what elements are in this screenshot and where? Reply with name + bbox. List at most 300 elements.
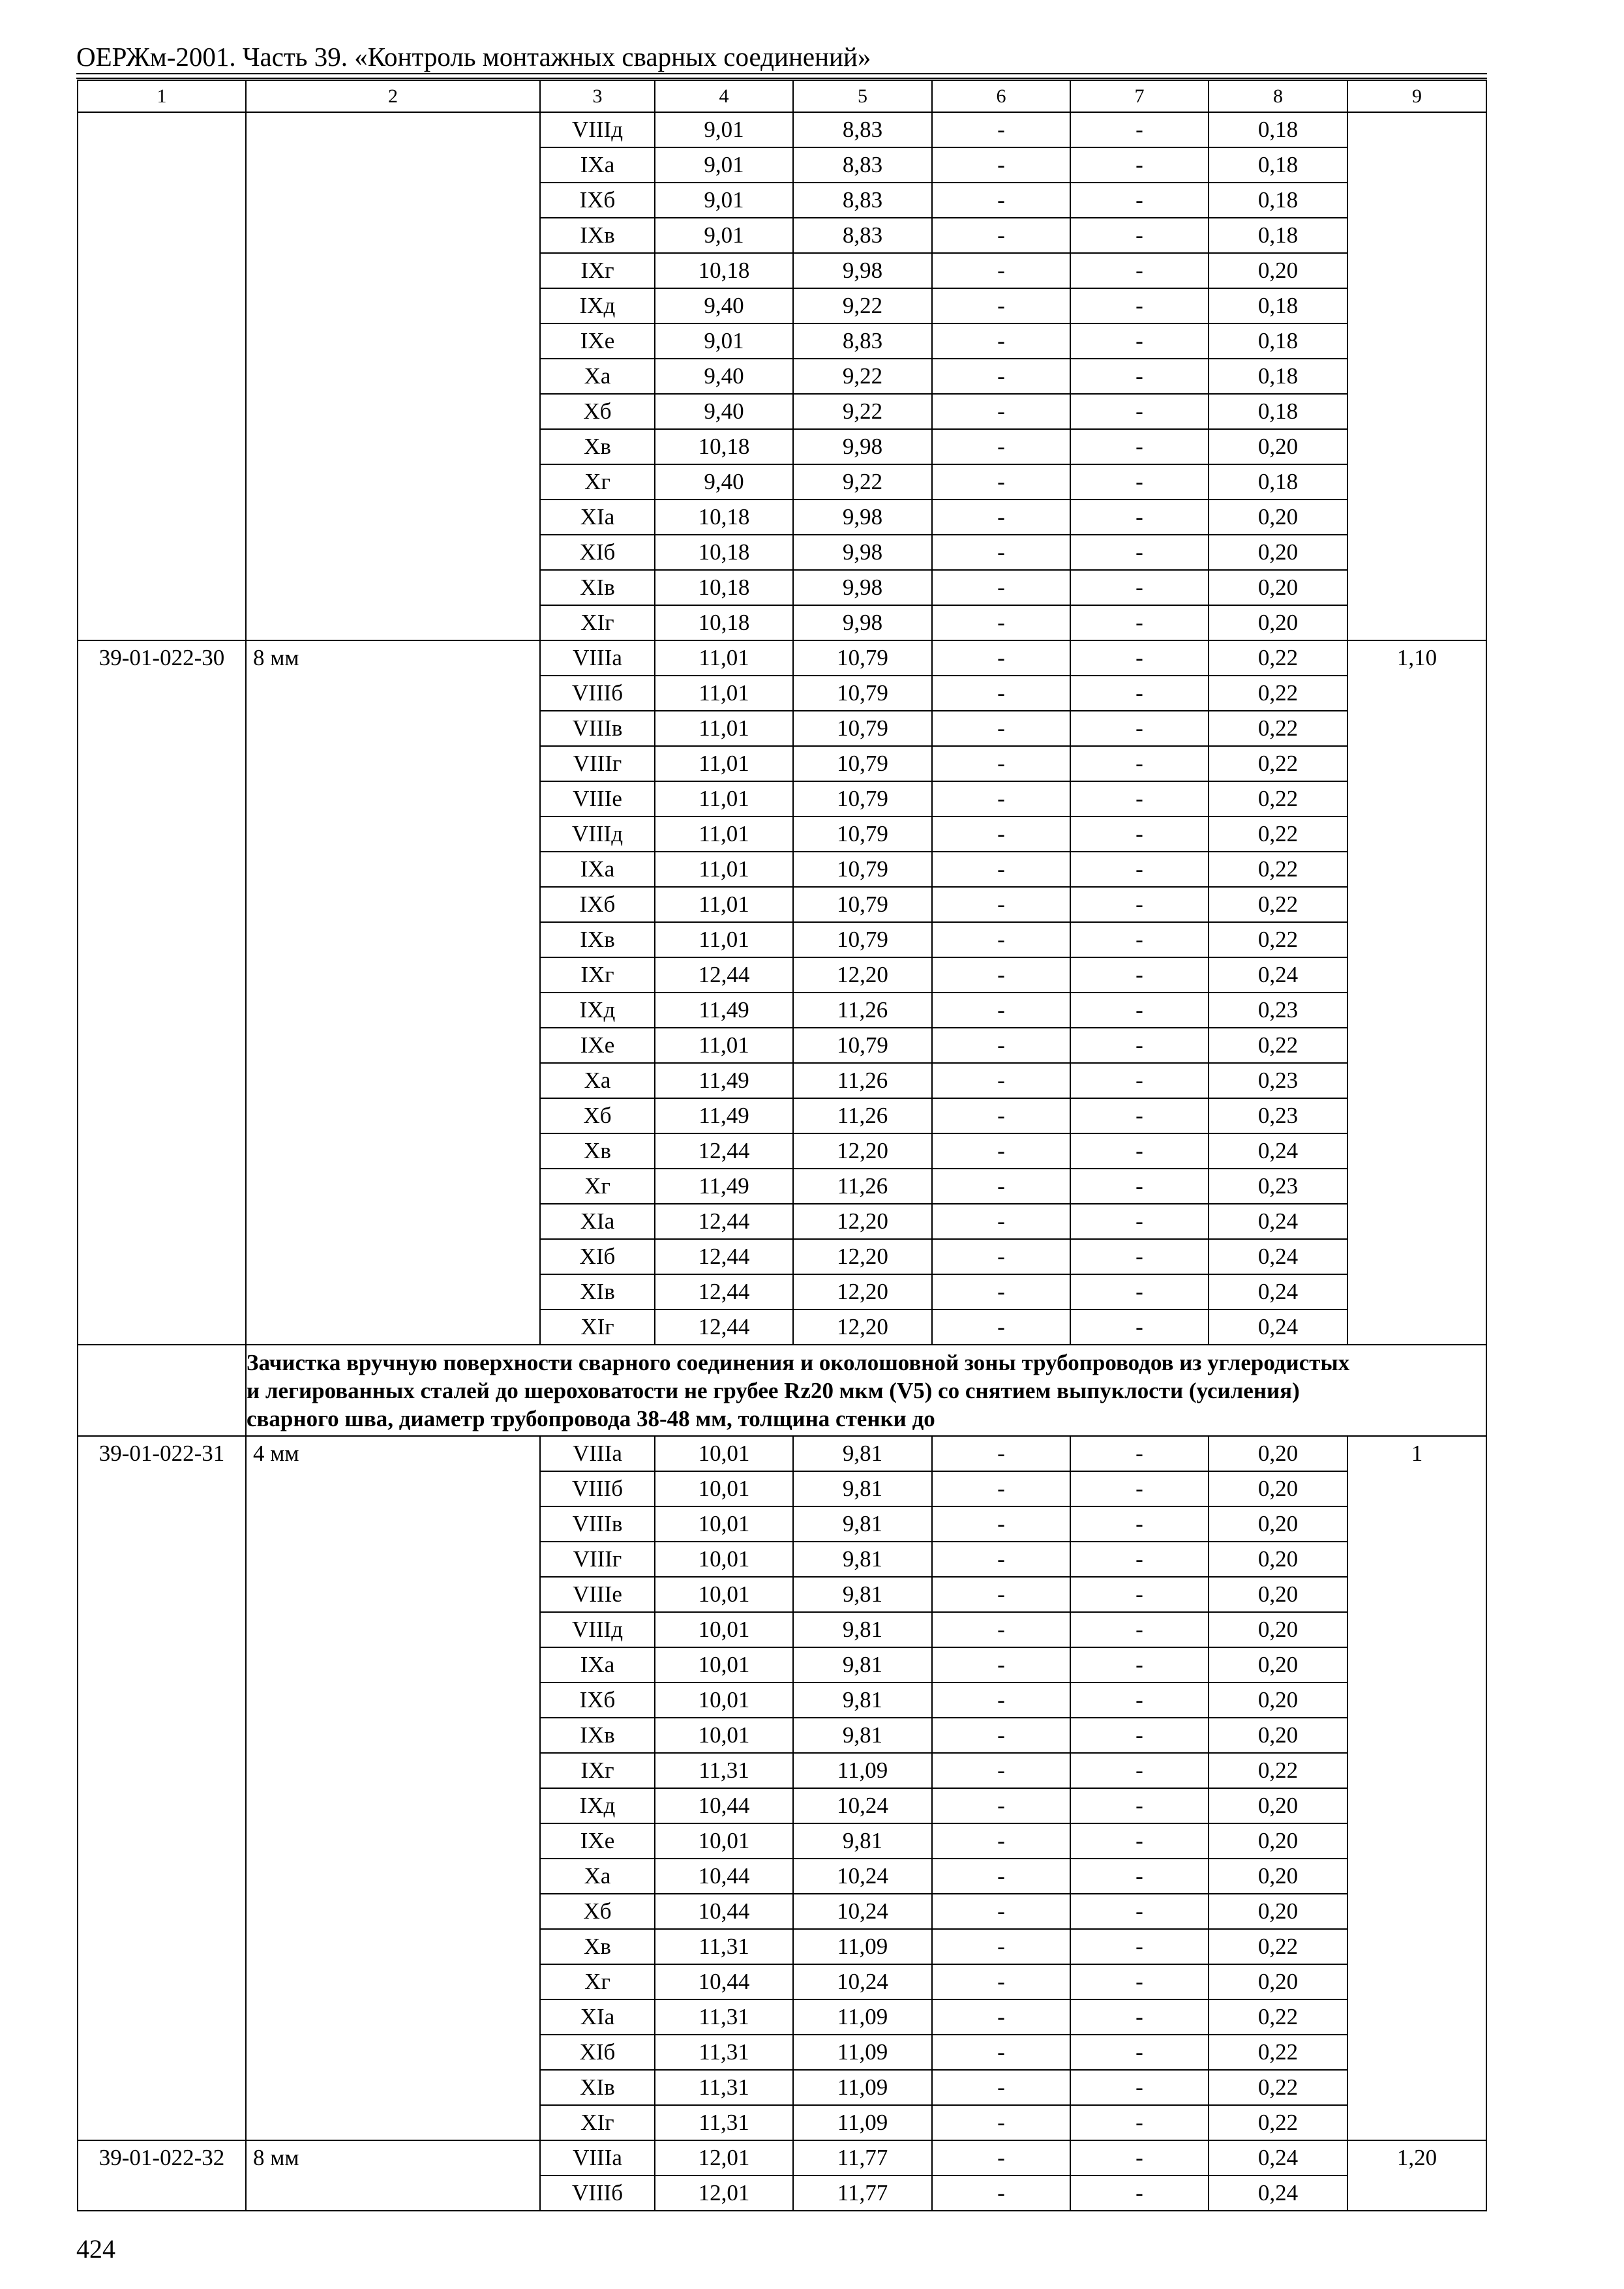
value-col-8: 0,20 xyxy=(1209,535,1347,570)
value-col-6: - xyxy=(932,1542,1070,1577)
zone-category: Xа xyxy=(540,1859,655,1894)
value-col-5: 11,26 xyxy=(793,993,932,1028)
value-col-6: - xyxy=(932,957,1070,993)
value-col-8: 0,20 xyxy=(1209,1683,1347,1718)
value-col-5: 10,79 xyxy=(793,711,932,746)
value-col-7: - xyxy=(1070,1239,1209,1274)
zone-category: VIIIв xyxy=(540,1506,655,1542)
coefficient-continued xyxy=(1347,112,1486,640)
zone-category: IXа xyxy=(540,1647,655,1683)
value-col-4: 9,40 xyxy=(655,359,793,394)
page-header-title: ОЕРЖм-2001. Часть 39. «Контроль монтажных сварных соединений» xyxy=(76,42,871,72)
value-col-5: 9,98 xyxy=(793,535,932,570)
value-col-7: - xyxy=(1070,957,1209,993)
value-col-5: 9,98 xyxy=(793,253,932,288)
value-col-6: - xyxy=(932,1274,1070,1309)
value-col-5: 10,24 xyxy=(793,1964,932,1999)
page-number: 424 xyxy=(76,2234,115,2264)
zone-category: Xа xyxy=(540,1063,655,1098)
value-col-7: - xyxy=(1070,1718,1209,1753)
value-col-6: - xyxy=(932,1964,1070,1999)
value-col-6: - xyxy=(932,781,1070,816)
value-col-7: - xyxy=(1070,746,1209,781)
value-col-7: - xyxy=(1070,605,1209,640)
value-col-4: 10,01 xyxy=(655,1471,793,1506)
value-col-4: 11,31 xyxy=(655,2035,793,2070)
value-col-8: 0,22 xyxy=(1209,852,1347,887)
zone-category: XIб xyxy=(540,535,655,570)
zone-category: VIIIа xyxy=(540,640,655,676)
zone-category: IXб xyxy=(540,1683,655,1718)
value-col-4: 12,44 xyxy=(655,957,793,993)
value-col-7: - xyxy=(1070,1964,1209,1999)
value-col-4: 10,01 xyxy=(655,1506,793,1542)
table-row xyxy=(78,640,1486,676)
value-col-8: 0,20 xyxy=(1209,1823,1347,1859)
zone-category: IXе xyxy=(540,323,655,359)
value-col-4: 9,01 xyxy=(655,183,793,218)
value-col-6: - xyxy=(932,1859,1070,1894)
value-col-6: - xyxy=(932,1753,1070,1788)
value-col-7: - xyxy=(1070,1204,1209,1239)
value-col-4: 12,01 xyxy=(655,2140,793,2176)
value-col-8: 0,20 xyxy=(1209,1436,1347,1471)
value-col-8: 0,22 xyxy=(1209,746,1347,781)
value-col-4: 12,44 xyxy=(655,1274,793,1309)
value-col-5: 12,20 xyxy=(793,1239,932,1274)
value-col-8: 0,20 xyxy=(1209,1471,1347,1506)
value-col-5: 11,77 xyxy=(793,2140,932,2176)
value-col-6: - xyxy=(932,1929,1070,1964)
zone-category: VIIIб xyxy=(540,676,655,711)
value-col-8: 0,18 xyxy=(1209,112,1347,147)
value-col-8: 0,18 xyxy=(1209,394,1347,429)
zone-category: Xг xyxy=(540,1169,655,1204)
value-col-8: 0,24 xyxy=(1209,1133,1347,1169)
value-col-8: 0,24 xyxy=(1209,2140,1347,2176)
value-col-8: 0,24 xyxy=(1209,2176,1347,2211)
value-col-8: 0,24 xyxy=(1209,1204,1347,1239)
value-col-6: - xyxy=(932,1894,1070,1929)
value-col-5: 8,83 xyxy=(793,218,932,253)
value-col-7: - xyxy=(1070,1753,1209,1788)
value-col-6: - xyxy=(932,183,1070,218)
header-rule-bottom xyxy=(76,78,1487,79)
value-col-4: 11,01 xyxy=(655,711,793,746)
value-col-8: 0,18 xyxy=(1209,147,1347,183)
value-col-4: 12,44 xyxy=(655,1239,793,1274)
value-col-5: 10,79 xyxy=(793,922,932,957)
zone-category: IXд xyxy=(540,288,655,323)
value-col-7: - xyxy=(1070,112,1209,147)
value-col-6: - xyxy=(932,1098,1070,1133)
table-body xyxy=(78,80,1486,2211)
value-col-6: - xyxy=(932,464,1070,500)
table-row xyxy=(78,112,1486,147)
zone-category: Xб xyxy=(540,1098,655,1133)
value-col-8: 0,22 xyxy=(1209,1753,1347,1788)
value-col-6: - xyxy=(932,253,1070,288)
value-col-6: - xyxy=(932,1169,1070,1204)
value-col-5: 11,26 xyxy=(793,1169,932,1204)
zone-category: Xв xyxy=(540,429,655,464)
value-col-7: - xyxy=(1070,711,1209,746)
value-col-6: - xyxy=(932,816,1070,852)
value-col-7: - xyxy=(1070,1436,1209,1471)
value-col-8: 0,20 xyxy=(1209,1718,1347,1753)
zone-category: VIIIд xyxy=(540,816,655,852)
value-col-5: 9,81 xyxy=(793,1577,932,1612)
zone-category: VIIIд xyxy=(540,112,655,147)
zone-category: Xб xyxy=(540,1894,655,1929)
value-col-5: 8,83 xyxy=(793,147,932,183)
value-col-8: 0,20 xyxy=(1209,1542,1347,1577)
value-col-6: - xyxy=(932,1133,1070,1169)
zone-category: IXв xyxy=(540,1718,655,1753)
value-col-5: 11,26 xyxy=(793,1063,932,1098)
value-col-7: - xyxy=(1070,922,1209,957)
value-col-7: - xyxy=(1070,640,1209,676)
value-col-6: - xyxy=(932,887,1070,922)
value-col-4: 11,01 xyxy=(655,640,793,676)
value-col-6: - xyxy=(932,1436,1070,1471)
rate-code: 39-01-022-31 xyxy=(78,1436,246,2140)
value-col-8: 0,23 xyxy=(1209,993,1347,1028)
value-col-7: - xyxy=(1070,1133,1209,1169)
value-col-5: 9,81 xyxy=(793,1647,932,1683)
value-col-4: 10,18 xyxy=(655,535,793,570)
value-col-5: 10,24 xyxy=(793,1788,932,1823)
value-col-8: 0,22 xyxy=(1209,922,1347,957)
value-col-5: 9,98 xyxy=(793,605,932,640)
zone-category: XIб xyxy=(540,1239,655,1274)
value-col-6: - xyxy=(932,922,1070,957)
value-col-4: 11,01 xyxy=(655,887,793,922)
value-col-7: - xyxy=(1070,1542,1209,1577)
value-col-6: - xyxy=(932,112,1070,147)
value-col-5: 9,22 xyxy=(793,359,932,394)
zone-category: IXв xyxy=(540,922,655,957)
value-col-5: 8,83 xyxy=(793,183,932,218)
coefficient: 1 xyxy=(1347,1436,1486,2140)
value-col-6: - xyxy=(932,2176,1070,2211)
zone-category: IXг xyxy=(540,957,655,993)
value-col-6: - xyxy=(932,711,1070,746)
zone-category: XIб xyxy=(540,2035,655,2070)
column-header-row xyxy=(78,80,1486,112)
value-col-4: 11,01 xyxy=(655,852,793,887)
value-col-5: 9,22 xyxy=(793,394,932,429)
zone-category: IXд xyxy=(540,993,655,1028)
section-description: Зачистка вручную поверхности сварного соединения и околошовной зоны трубопроводов из углеродистых и легированных сталей до шероховатости не грубее Rz20 мкм (V5) со снятием выпуклости (усиления) сварного шва, диаметр трубопровода 38-48 мм, толщина стенки до xyxy=(246,1345,1486,1436)
value-col-8: 0,24 xyxy=(1209,957,1347,993)
value-col-7: - xyxy=(1070,535,1209,570)
value-col-8: 0,18 xyxy=(1209,464,1347,500)
value-col-7: - xyxy=(1070,147,1209,183)
zone-category: VIIIе xyxy=(540,781,655,816)
zone-category: IXг xyxy=(540,1753,655,1788)
zone-category: VIIIа xyxy=(540,2140,655,2176)
value-col-7: - xyxy=(1070,1028,1209,1063)
zone-category: Xв xyxy=(540,1929,655,1964)
value-col-8: 0,22 xyxy=(1209,2035,1347,2070)
zone-category: IXе xyxy=(540,1823,655,1859)
value-col-4: 10,44 xyxy=(655,1859,793,1894)
value-col-7: - xyxy=(1070,1506,1209,1542)
value-col-5: 10,79 xyxy=(793,781,932,816)
value-col-7: - xyxy=(1070,2105,1209,2140)
value-col-4: 12,44 xyxy=(655,1204,793,1239)
value-col-4: 9,01 xyxy=(655,147,793,183)
value-col-8: 0,18 xyxy=(1209,183,1347,218)
value-col-4: 12,01 xyxy=(655,2176,793,2211)
value-col-7: - xyxy=(1070,1894,1209,1929)
value-col-6: - xyxy=(932,1788,1070,1823)
value-col-4: 11,49 xyxy=(655,1098,793,1133)
value-col-6: - xyxy=(932,323,1070,359)
table-row xyxy=(78,1436,1486,1471)
value-col-5: 9,81 xyxy=(793,1506,932,1542)
value-col-5: 10,79 xyxy=(793,852,932,887)
zone-category: VIIIв xyxy=(540,711,655,746)
value-col-5: 10,79 xyxy=(793,676,932,711)
value-col-4: 11,49 xyxy=(655,1169,793,1204)
column-header-7: 7 xyxy=(1070,80,1209,112)
zone-category: VIIIд xyxy=(540,1612,655,1647)
value-col-8: 0,20 xyxy=(1209,253,1347,288)
value-col-7: - xyxy=(1070,1683,1209,1718)
value-col-7: - xyxy=(1070,394,1209,429)
value-col-4: 10,44 xyxy=(655,1894,793,1929)
value-col-4: 9,01 xyxy=(655,218,793,253)
value-col-4: 9,01 xyxy=(655,112,793,147)
value-col-4: 11,01 xyxy=(655,1028,793,1063)
value-col-8: 0,22 xyxy=(1209,887,1347,922)
value-col-4: 10,18 xyxy=(655,605,793,640)
value-col-6: - xyxy=(932,570,1070,605)
value-col-8: 0,24 xyxy=(1209,1239,1347,1274)
zone-category: Xг xyxy=(540,464,655,500)
value-col-7: - xyxy=(1070,2035,1209,2070)
column-header-2: 2 xyxy=(246,80,540,112)
value-col-6: - xyxy=(932,429,1070,464)
value-col-6: - xyxy=(932,1063,1070,1098)
value-col-7: - xyxy=(1070,288,1209,323)
value-col-5: 9,98 xyxy=(793,570,932,605)
value-col-5: 10,24 xyxy=(793,1859,932,1894)
value-col-4: 11,31 xyxy=(655,2070,793,2105)
zone-category: VIIIг xyxy=(540,1542,655,1577)
zone-category: IXе xyxy=(540,1028,655,1063)
value-col-5: 10,79 xyxy=(793,746,932,781)
value-col-5: 10,79 xyxy=(793,887,932,922)
rate-code-continued xyxy=(78,112,246,640)
value-col-5: 12,20 xyxy=(793,1274,932,1309)
zone-category: XIг xyxy=(540,605,655,640)
value-col-6: - xyxy=(932,1577,1070,1612)
value-col-7: - xyxy=(1070,887,1209,922)
value-col-6: - xyxy=(932,640,1070,676)
value-col-6: - xyxy=(932,605,1070,640)
value-col-5: 9,81 xyxy=(793,1718,932,1753)
value-col-5: 11,09 xyxy=(793,2070,932,2105)
value-col-8: 0,23 xyxy=(1209,1098,1347,1133)
wall-thickness: 4 мм xyxy=(246,1436,540,2140)
value-col-6: - xyxy=(932,676,1070,711)
value-col-5: 9,22 xyxy=(793,288,932,323)
zone-category: IXа xyxy=(540,852,655,887)
value-col-5: 10,79 xyxy=(793,816,932,852)
value-col-4: 9,40 xyxy=(655,464,793,500)
value-col-8: 0,20 xyxy=(1209,605,1347,640)
value-col-6: - xyxy=(932,1683,1070,1718)
zone-category: Xг xyxy=(540,1964,655,1999)
value-col-8: 0,22 xyxy=(1209,781,1347,816)
value-col-8: 0,24 xyxy=(1209,1309,1347,1345)
value-col-7: - xyxy=(1070,1169,1209,1204)
value-col-4: 10,01 xyxy=(655,1647,793,1683)
coefficient: 1,10 xyxy=(1347,640,1486,1345)
value-col-6: - xyxy=(932,1309,1070,1345)
value-col-7: - xyxy=(1070,183,1209,218)
value-col-7: - xyxy=(1070,1274,1209,1309)
value-col-4: 9,40 xyxy=(655,288,793,323)
value-col-8: 0,22 xyxy=(1209,816,1347,852)
value-col-6: - xyxy=(932,1506,1070,1542)
value-col-7: - xyxy=(1070,218,1209,253)
value-col-4: 12,44 xyxy=(655,1133,793,1169)
value-col-7: - xyxy=(1070,2176,1209,2211)
zone-category: XIа xyxy=(540,1204,655,1239)
value-col-8: 0,22 xyxy=(1209,640,1347,676)
value-col-4: 9,40 xyxy=(655,394,793,429)
value-col-5: 11,26 xyxy=(793,1098,932,1133)
value-col-7: - xyxy=(1070,993,1209,1028)
value-col-5: 8,83 xyxy=(793,323,932,359)
section-description-spacer xyxy=(78,1345,246,1436)
zone-category: IXг xyxy=(540,253,655,288)
header-rule-top xyxy=(76,73,1487,74)
zone-category: IXб xyxy=(540,887,655,922)
value-col-5: 9,98 xyxy=(793,500,932,535)
value-col-8: 0,20 xyxy=(1209,1894,1347,1929)
value-col-6: - xyxy=(932,1823,1070,1859)
value-col-7: - xyxy=(1070,1788,1209,1823)
rate-code: 39-01-022-30 xyxy=(78,640,246,1345)
value-col-7: - xyxy=(1070,781,1209,816)
wall-thickness-continued xyxy=(246,112,540,640)
value-col-8: 0,20 xyxy=(1209,570,1347,605)
value-col-8: 0,20 xyxy=(1209,1788,1347,1823)
value-col-4: 11,01 xyxy=(655,746,793,781)
value-col-5: 10,79 xyxy=(793,1028,932,1063)
value-col-4: 11,01 xyxy=(655,922,793,957)
zone-category: XIг xyxy=(540,2105,655,2140)
value-col-8: 0,22 xyxy=(1209,2070,1347,2105)
zone-category: XIв xyxy=(540,1274,655,1309)
coefficient: 1,20 xyxy=(1347,2140,1486,2211)
zone-category: XIг xyxy=(540,1309,655,1345)
value-col-4: 10,01 xyxy=(655,1823,793,1859)
column-header-8: 8 xyxy=(1209,80,1347,112)
value-col-4: 11,49 xyxy=(655,993,793,1028)
zone-category: VIIIб xyxy=(540,2176,655,2211)
value-col-4: 11,31 xyxy=(655,1929,793,1964)
value-col-5: 12,20 xyxy=(793,957,932,993)
value-col-8: 0,20 xyxy=(1209,1506,1347,1542)
value-col-6: - xyxy=(932,535,1070,570)
value-col-4: 10,01 xyxy=(655,1718,793,1753)
value-col-6: - xyxy=(932,500,1070,535)
value-col-7: - xyxy=(1070,570,1209,605)
value-col-7: - xyxy=(1070,1309,1209,1345)
value-col-6: - xyxy=(932,2140,1070,2176)
zone-category: IXа xyxy=(540,147,655,183)
value-col-5: 12,20 xyxy=(793,1204,932,1239)
value-col-7: - xyxy=(1070,1929,1209,1964)
value-col-7: - xyxy=(1070,323,1209,359)
value-col-6: - xyxy=(932,2105,1070,2140)
zone-category: XIа xyxy=(540,500,655,535)
norms-table xyxy=(77,80,1487,2211)
zone-category: XIа xyxy=(540,1999,655,2035)
value-col-6: - xyxy=(932,288,1070,323)
value-col-4: 11,31 xyxy=(655,2105,793,2140)
value-col-5: 11,77 xyxy=(793,2176,932,2211)
value-col-4: 11,01 xyxy=(655,816,793,852)
value-col-8: 0,20 xyxy=(1209,1647,1347,1683)
value-col-7: - xyxy=(1070,816,1209,852)
value-col-8: 0,20 xyxy=(1209,500,1347,535)
value-col-8: 0,22 xyxy=(1209,711,1347,746)
column-header-4: 4 xyxy=(655,80,793,112)
value-col-4: 11,01 xyxy=(655,676,793,711)
value-col-6: - xyxy=(932,993,1070,1028)
value-col-5: 9,81 xyxy=(793,1823,932,1859)
value-col-8: 0,23 xyxy=(1209,1169,1347,1204)
wall-thickness: 8 мм xyxy=(246,2140,540,2211)
value-col-7: - xyxy=(1070,1471,1209,1506)
value-col-4: 10,18 xyxy=(655,429,793,464)
value-col-6: - xyxy=(932,1204,1070,1239)
value-col-4: 10,01 xyxy=(655,1577,793,1612)
value-col-8: 0,22 xyxy=(1209,1929,1347,1964)
value-col-4: 10,18 xyxy=(655,500,793,535)
value-col-7: - xyxy=(1070,852,1209,887)
value-col-8: 0,18 xyxy=(1209,218,1347,253)
zone-category: VIIIе xyxy=(540,1577,655,1612)
zone-category: IXв xyxy=(540,218,655,253)
value-col-6: - xyxy=(932,218,1070,253)
value-col-8: 0,23 xyxy=(1209,1063,1347,1098)
column-header-6: 6 xyxy=(932,80,1070,112)
value-col-8: 0,22 xyxy=(1209,1028,1347,1063)
value-col-7: - xyxy=(1070,1859,1209,1894)
value-col-5: 9,81 xyxy=(793,1436,932,1471)
zone-category: Xв xyxy=(540,1133,655,1169)
value-col-8: 0,20 xyxy=(1209,1859,1347,1894)
zone-category: IXб xyxy=(540,183,655,218)
value-col-7: - xyxy=(1070,2140,1209,2176)
value-col-4: 11,49 xyxy=(655,1063,793,1098)
value-col-6: - xyxy=(932,1999,1070,2035)
value-col-5: 9,81 xyxy=(793,1542,932,1577)
value-col-5: 9,81 xyxy=(793,1683,932,1718)
value-col-5: 9,81 xyxy=(793,1471,932,1506)
value-col-5: 9,81 xyxy=(793,1612,932,1647)
value-col-8: 0,22 xyxy=(1209,676,1347,711)
value-col-4: 11,31 xyxy=(655,1999,793,2035)
